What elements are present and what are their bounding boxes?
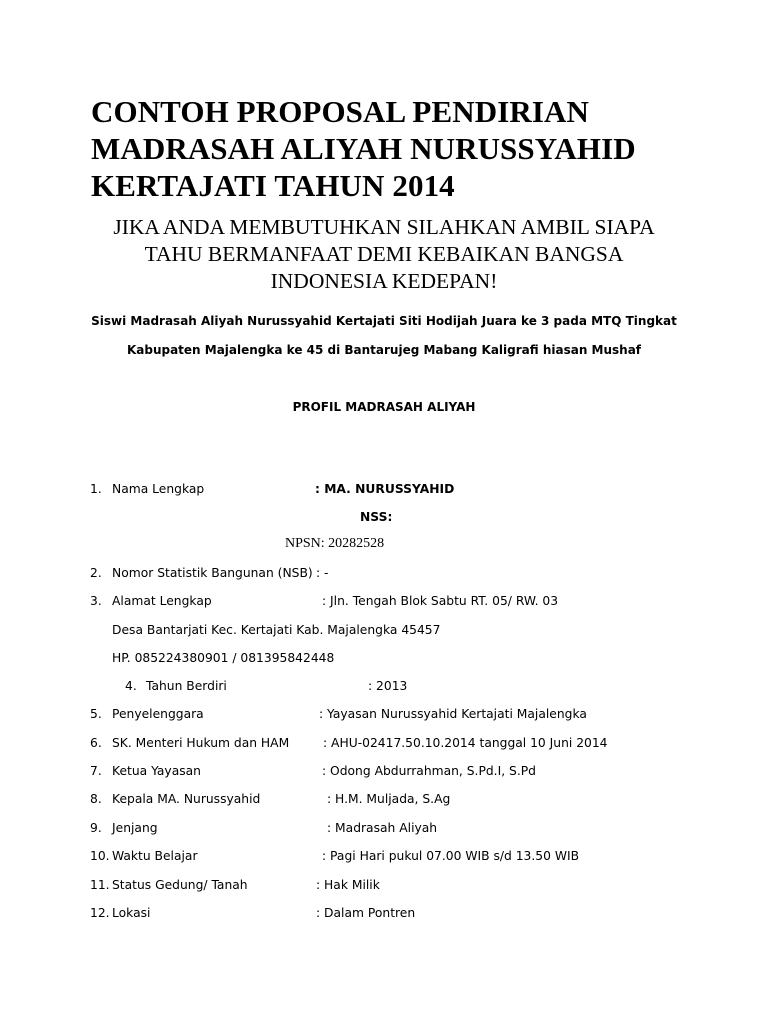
item-number: 3. (90, 594, 102, 608)
document-title (91, 93, 731, 204)
item-value: : Hak Milik (316, 878, 380, 892)
subtitle-line: JIKA ANDA MEMBUTUHKAN SILAHKAN AMBIL SIAPA (113, 215, 655, 239)
item-number: 10. (90, 849, 110, 863)
photo-caption-line: Kabupaten Majalengka ke 45 di Bantarujeg Mabang Kaligrafi hiasan Mushaf (126, 343, 642, 357)
item-number: 8. (90, 792, 102, 806)
item-label: Kepala MA. Nurussyahid (112, 792, 261, 806)
item-value: : Dalam Pontren (316, 906, 416, 920)
item-label: Status Gedung/ Tanah (112, 878, 248, 892)
item-number: 1. (90, 482, 102, 496)
item-number: 11. (90, 878, 110, 892)
item-label: Lokasi (112, 906, 151, 920)
item-value: : - (316, 566, 329, 580)
title-line: CONTOH PROPOSAL PENDIRIAN (91, 94, 589, 129)
item-label: Nama Lengkap (112, 482, 205, 496)
phone-number: HP. 085224380901 / 081395842448 (112, 651, 335, 665)
item-value: : MA. NURUSSYAHID (315, 482, 455, 496)
title-line: KERTAJATI TAHUN 2014 (91, 168, 455, 203)
item-value: : Jln. Tengah Blok Sabtu RT. 05/ RW. 03 (322, 594, 559, 608)
item-number: 6. (90, 736, 102, 750)
item-number: 4. (125, 679, 137, 693)
item-label: Tahun Berdiri (146, 679, 227, 693)
item-value: : Pagi Hari pukul 07.00 WIB s/d 13.50 WIB (322, 849, 580, 863)
address-line-2: Desa Bantarjati Kec. Kertajati Kab. Majalengka 45457 (112, 623, 441, 637)
item-label: Waktu Belajar (112, 849, 198, 863)
item-number: 2. (90, 566, 102, 580)
item-number: 9. (90, 821, 102, 835)
item-number: 12. (90, 906, 110, 920)
item-label: Jenjang (112, 821, 158, 835)
item-value: : Odong Abdurrahman, S.Pd.I, S.Pd (322, 764, 536, 778)
photo-caption-line: Siswi Madrasah Aliyah Nurussyahid Kertajati Siti Hodijah Juara ke 3 pada MTQ Tingkat (91, 314, 677, 328)
item-label: SK. Menteri Hukum dan HAM (112, 736, 290, 750)
title-line: MADRASAH ALIYAH NURUSSYAHID (91, 131, 636, 166)
item-label: Ketua Yayasan (112, 764, 201, 778)
item-value: : Madrasah Aliyah (327, 821, 438, 835)
item-value: : Yayasan Nurussyahid Kertajati Majalengka (319, 707, 587, 721)
item-label: Alamat Lengkap (112, 594, 212, 608)
item-value: : H.M. Muljada, S.Ag (327, 792, 451, 806)
item-number: 5. (90, 707, 102, 721)
item-label: Penyelenggara (112, 707, 204, 721)
npsn-value: NPSN: 20282528 (285, 536, 385, 551)
item-value: : AHU-02417.50.10.2014 tanggal 10 Juni 2014 (323, 736, 608, 750)
item-number: 7. (90, 764, 102, 778)
item-value: : 2013 (368, 679, 408, 693)
subtitle-line: TAHU BERMANFAAT DEMI KEBAIKAN BANGSA (144, 242, 624, 266)
profile-heading: PROFIL MADRASAH ALIYAH (292, 400, 476, 414)
document-subtitle (70, 214, 698, 295)
nss-label: NSS: (360, 510, 393, 524)
subtitle-line: INDONESIA KEDEPAN! (270, 269, 498, 293)
item-label: Nomor Statistik Bangunan (NSB) (112, 566, 313, 580)
